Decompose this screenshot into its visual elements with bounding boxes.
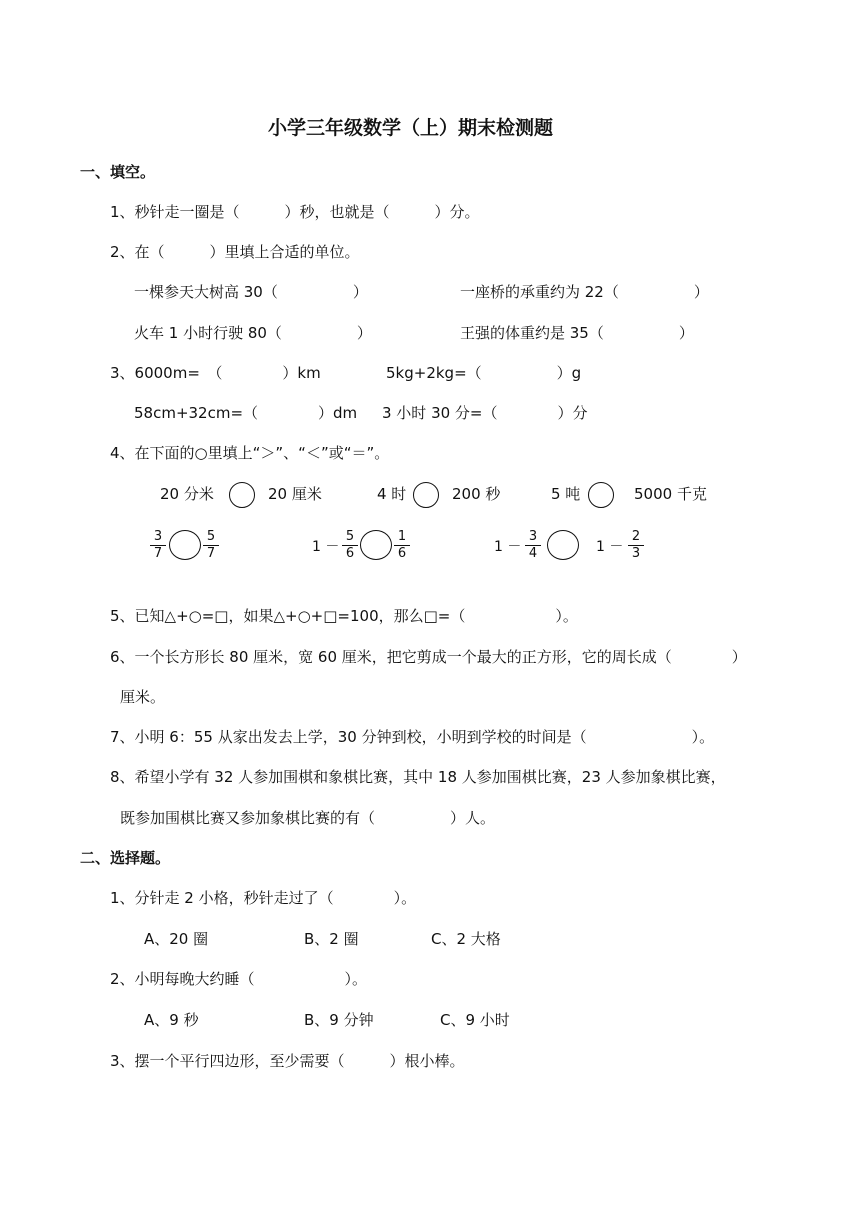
- question-2-3: 3、摆一个平行四边形，至少需要（ ）根小棒。: [110, 1052, 465, 1070]
- option-2-2-b: B、9 分钟: [304, 1011, 374, 1029]
- numerator: 3: [150, 529, 166, 546]
- fraction-b-left: [342, 529, 358, 562]
- question-1-5: 5、已知△+○=□，如果△+○+□=100，那么□=（ ）。: [110, 607, 578, 625]
- numerator: 5: [342, 529, 358, 546]
- denominator: 6: [397, 546, 407, 561]
- numerator: 5: [203, 529, 219, 546]
- compare-circle-blank: [169, 530, 201, 560]
- compare-circle-blank: [229, 482, 255, 508]
- compare-2-left: 4 时: [377, 485, 407, 503]
- compare-circle-blank: [413, 482, 439, 508]
- question-1-2-c: 火车 1 小时行驶 80（ ）: [134, 324, 372, 342]
- question-1-6-line-2: 厘米。: [120, 688, 166, 706]
- option-2-1-a: A、20 圈: [144, 930, 209, 948]
- question-1-8-line-1: 8、希望小学有 32 人参加围棋和象棋比赛，其中 18 人参加围棋比赛，23 人参加象棋比赛，: [110, 768, 726, 786]
- denominator: 4: [528, 546, 538, 561]
- question-1-2-b: 一座桥的承重约为 22（ ）: [460, 283, 709, 301]
- option-2-1-c: C、2 大格: [431, 930, 501, 948]
- compare-1-right: 20 厘米: [268, 485, 322, 503]
- denominator: 6: [345, 546, 355, 561]
- page-title: 小学三年级数学（上）期末检测题: [268, 117, 554, 139]
- option-2-1-b: B、2 圈: [304, 930, 359, 948]
- compare-circle-blank: [547, 530, 579, 560]
- fraction-c-prefix: 1 －: [494, 539, 522, 555]
- fraction-c-left: [525, 529, 541, 562]
- question-1-7: 7、小明 6：55 从家出发去上学，30 分钟到校，小明到学校的时间是（ ）。: [110, 728, 715, 746]
- compare-1-left: 20 分米: [160, 485, 214, 503]
- fraction-a-right: [203, 529, 219, 562]
- section-2-heading: 二、选择题。: [80, 849, 171, 867]
- question-1-1: 1、秒针走一圈是（ ）秒，也就是（ ）分。: [110, 203, 480, 221]
- question-1-2-a: 一棵参天大树高 30（ ）: [134, 283, 368, 301]
- option-2-2-a: A、9 秒: [144, 1011, 199, 1029]
- compare-3-left: 5 吨: [551, 485, 581, 503]
- question-1-3-c: 58cm+32cm=（ ）dm: [134, 404, 358, 422]
- question-1-3-d: 3 小时 30 分=（ ）分: [382, 404, 588, 422]
- question-2-2: 2、小明每晚大约睡（ ）。: [110, 970, 368, 988]
- denominator: 7: [153, 546, 163, 561]
- fraction-c-right: [628, 529, 644, 562]
- question-1-3-a: 3、6000m= （ ）km: [110, 364, 321, 382]
- denominator: 7: [206, 546, 216, 561]
- denominator: 3: [631, 546, 641, 561]
- compare-circle-blank: [588, 482, 614, 508]
- question-1-2: 2、在（ ）里填上合适的单位。: [110, 243, 360, 261]
- fraction-a-left: [150, 529, 166, 562]
- compare-3-right: 5000 千克: [634, 485, 707, 503]
- section-1-heading: 一、填空。: [80, 163, 156, 181]
- question-2-1: 1、分针走 2 小格，秒针走过了（ ）。: [110, 889, 417, 907]
- question-1-8-line-2: 既参加围棋比赛又参加象棋比赛的有（ ）人。: [120, 809, 496, 827]
- option-2-2-c: C、9 小时: [440, 1011, 510, 1029]
- numerator: 2: [628, 529, 644, 546]
- fraction-b-right: [394, 529, 410, 562]
- numerator: 3: [525, 529, 541, 546]
- compare-circle-blank: [360, 530, 392, 560]
- question-1-4: 4、在下面的○里填上“＞”、“＜”或“＝”。: [110, 444, 390, 462]
- compare-2-right: 200 秒: [452, 485, 501, 503]
- question-1-3-b: 5kg+2kg=（ ）g: [386, 364, 582, 382]
- question-1-2-d: 王强的体重约是 35（ ）: [460, 324, 694, 342]
- question-1-6-line-1: 6、一个长方形长 80 厘米，宽 60 厘米，把它剪成一个最大的正方形，它的周长成（ ）: [110, 648, 747, 666]
- fraction-b-prefix: 1 －: [312, 539, 340, 555]
- fraction-c-prefix-2: 1 －: [596, 539, 624, 555]
- numerator: 1: [394, 529, 410, 546]
